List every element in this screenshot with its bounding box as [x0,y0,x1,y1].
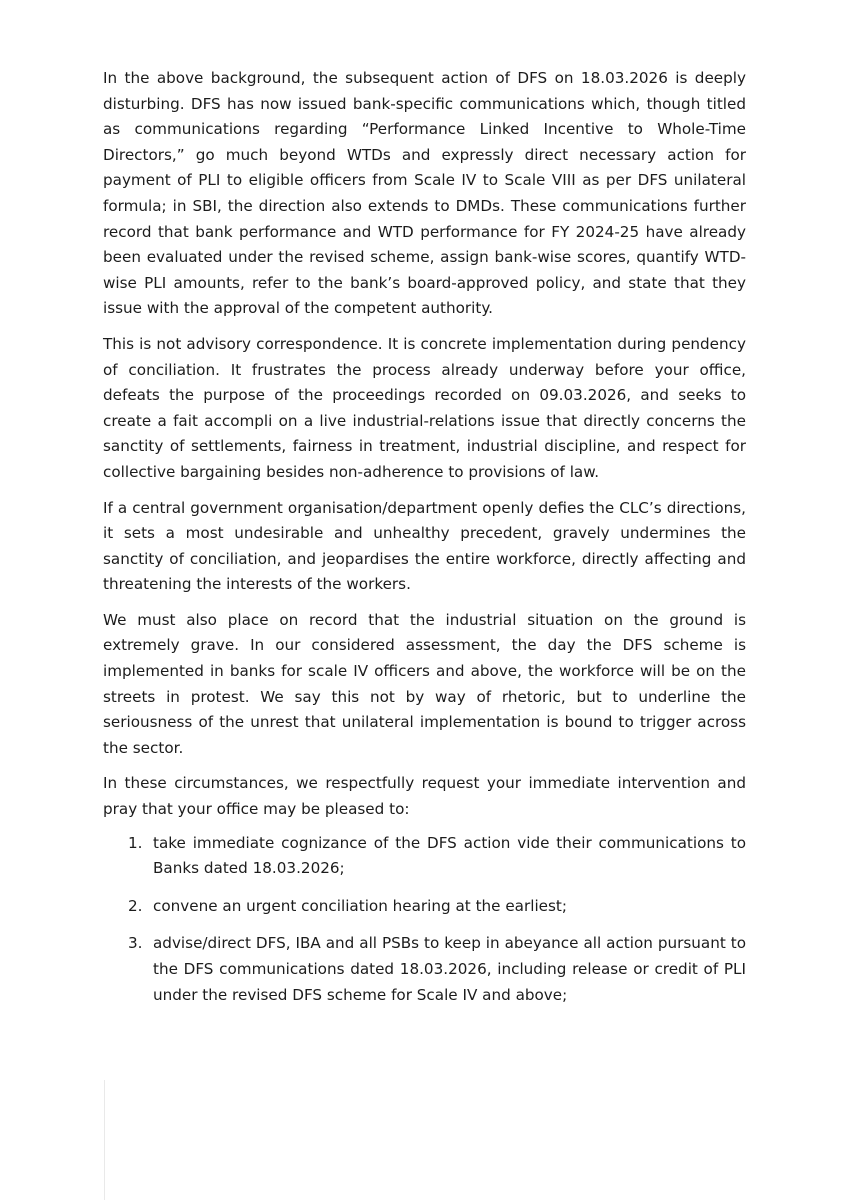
paragraph-not-advisory: This is not advisory correspondence. It is concrete implementation during pendency of conciliation. It frustrates the process already underway before your office, defeats the purpose of the proceedings recorded on 09.03.2026, and seeks to create a fait accompli on a live industrial-relations issue that directly concerns the sanctity of settlements, fairness in treatment, industrial discipline, and respect for collective bargaining besides non-adherence to provisions of law. [103,334,746,481]
list-item-number: 3. [128,934,143,953]
letter-body [103,66,746,1020]
list-item-number: 2. [128,896,143,915]
list-item-text: advise/direct DFS, IBA and all PSBs to keep in abeyance all action pursuant to the DFS communications dated 18.03.2026, including release or credit of PLI under the revised DFS scheme for Scale IV and above; [153,934,746,1004]
request-list [103,831,746,1009]
paragraph-precedent: If a central government organisation/department openly defies the CLC’s directions, it sets a most undesirable and unhealthy precedent, gravely undermines the sanctity of conciliation, and jeopardises the entire workforce, directly affecting and threatening the interests of the workers. [103,498,746,594]
list-item [103,931,746,1008]
list-item-number: 1. [128,833,143,852]
paragraph-industrial-situation: We must also place on record that the industrial situation on the ground is extremely grave. In our considered assessment, the day the DFS scheme is implemented in banks for scale IV officers and above, the workforce will be on the streets in protest. We say this not by way of rhetoric, but to underline the seriousness of the unrest that unilateral implementation is bound to trigger across the sector. [103,610,746,757]
list-item [103,894,746,920]
list-item-text: take immediate cognizance of the DFS action vide their communications to Banks dated 18.03.2026; [153,833,746,878]
list-item [103,831,746,882]
list-item-text: convene an urgent conciliation hearing at the earliest; [153,896,567,915]
page-fold-line [104,1080,105,1200]
paragraph-request-intro: In these circumstances, we respectfully request your immediate intervention and pray that your office may be pleased to: [103,774,746,819]
paragraph-dfs-action: In the above background, the subsequent action of DFS on 18.03.2026 is deeply disturbing. DFS has now issued bank-specific communications which, though titled as communications regarding “Performance Linked Incentive to Whole-Time Directors,” go much beyond WTDs and expressly direct necessary action for payment of PLI to eligible officers from Scale IV to Scale VIII as per DFS unilateral formula; in SBI, the direction also extends to DMDs. These communications further record that bank performance and WTD performance for FY 2024-25 have already been evaluated under the revised scheme, assign bank-wise scores, quantify WTD-wise PLI amounts, refer to the bank’s board-approved policy, and state that they issue with the approval of the competent authority. [103,69,746,318]
